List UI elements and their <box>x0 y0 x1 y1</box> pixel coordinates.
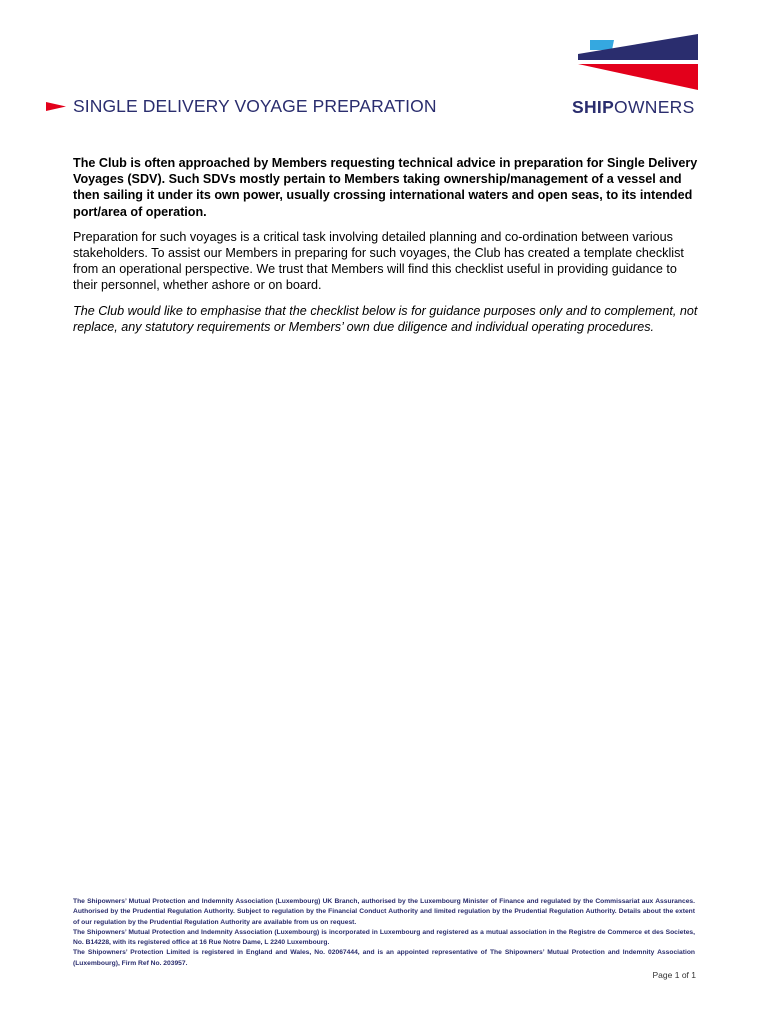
page-number: Page 1 of 1 <box>652 970 696 980</box>
title-row <box>46 96 437 117</box>
logo-wordmark-bold: SHIP <box>572 97 615 117</box>
page-title: SINGLE DELIVERY VOYAGE PREPARATION <box>73 96 437 116</box>
body-content <box>73 155 698 344</box>
shipowners-flag-icon <box>576 30 700 92</box>
footer-line: The Shipowners’ Mutual Protection and Indemnity Association (Luxembourg) UK Branch, authorised by the Luxembourg Minister of Finance and regulated by the Commissariat aux Assurances. Authorised by the Prudential Regulation Authority. Subject to regulation by the Financial Conduct Authority and limited regulation by the Prudential Regulation Authority. Details about the extent of our regulation by the Prudential Regulation Authority are available from us on request. <box>73 898 695 926</box>
intro-paragraph: The Club is often approached by Members requesting technical advice in preparation for Single Delivery Voyages (SDV). Such SDVs mostly pertain to Members taking ownership/management of a vessel and then sailing it under its own power, usually crossing international waters and open seas, to its intended port/area of operation. <box>73 156 698 219</box>
footer-line: The Shipowners’ Mutual Protection and Indemnity Association (Luxembourg) is incorporated in Luxembourg and registered as a mutual association in the Registre de Commerce et des Societes, No. B14228, with its registered office at 16 Rue Notre Dame, L 2240 Luxembourg. <box>73 928 695 947</box>
legal-footer <box>73 897 695 969</box>
logo-wordmark <box>572 97 695 118</box>
disclaimer-paragraph: The Club would like to emphasise that the checklist below is for guidance purposes only and to complement, not replace, any statutory requirements or Members’ own due diligence and individual operating procedures. <box>73 303 698 334</box>
shipowners-logo <box>572 30 704 120</box>
logo-wordmark-regular: OWNERS <box>614 97 695 117</box>
preparation-paragraph: Preparation for such voyages is a critical task involving detailed planning and co-ordination between various stakeholders. To assist our Members in preparing for such voyages, the Club has created a template checklist from an operational perspective. We trust that Members will find this checklist useful in providing guidance to their personnel, whether ashore or on board. <box>73 229 684 293</box>
red-pennant-icon <box>46 102 66 111</box>
footer-line: The Shipowners’ Protection Limited is registered in England and Wales, No. 02067444, and is an appointed representative of The Shipowners’ Mutual Protection and Indemnity Association (Luxembourg), Firm Ref No. 203957. <box>73 949 695 967</box>
